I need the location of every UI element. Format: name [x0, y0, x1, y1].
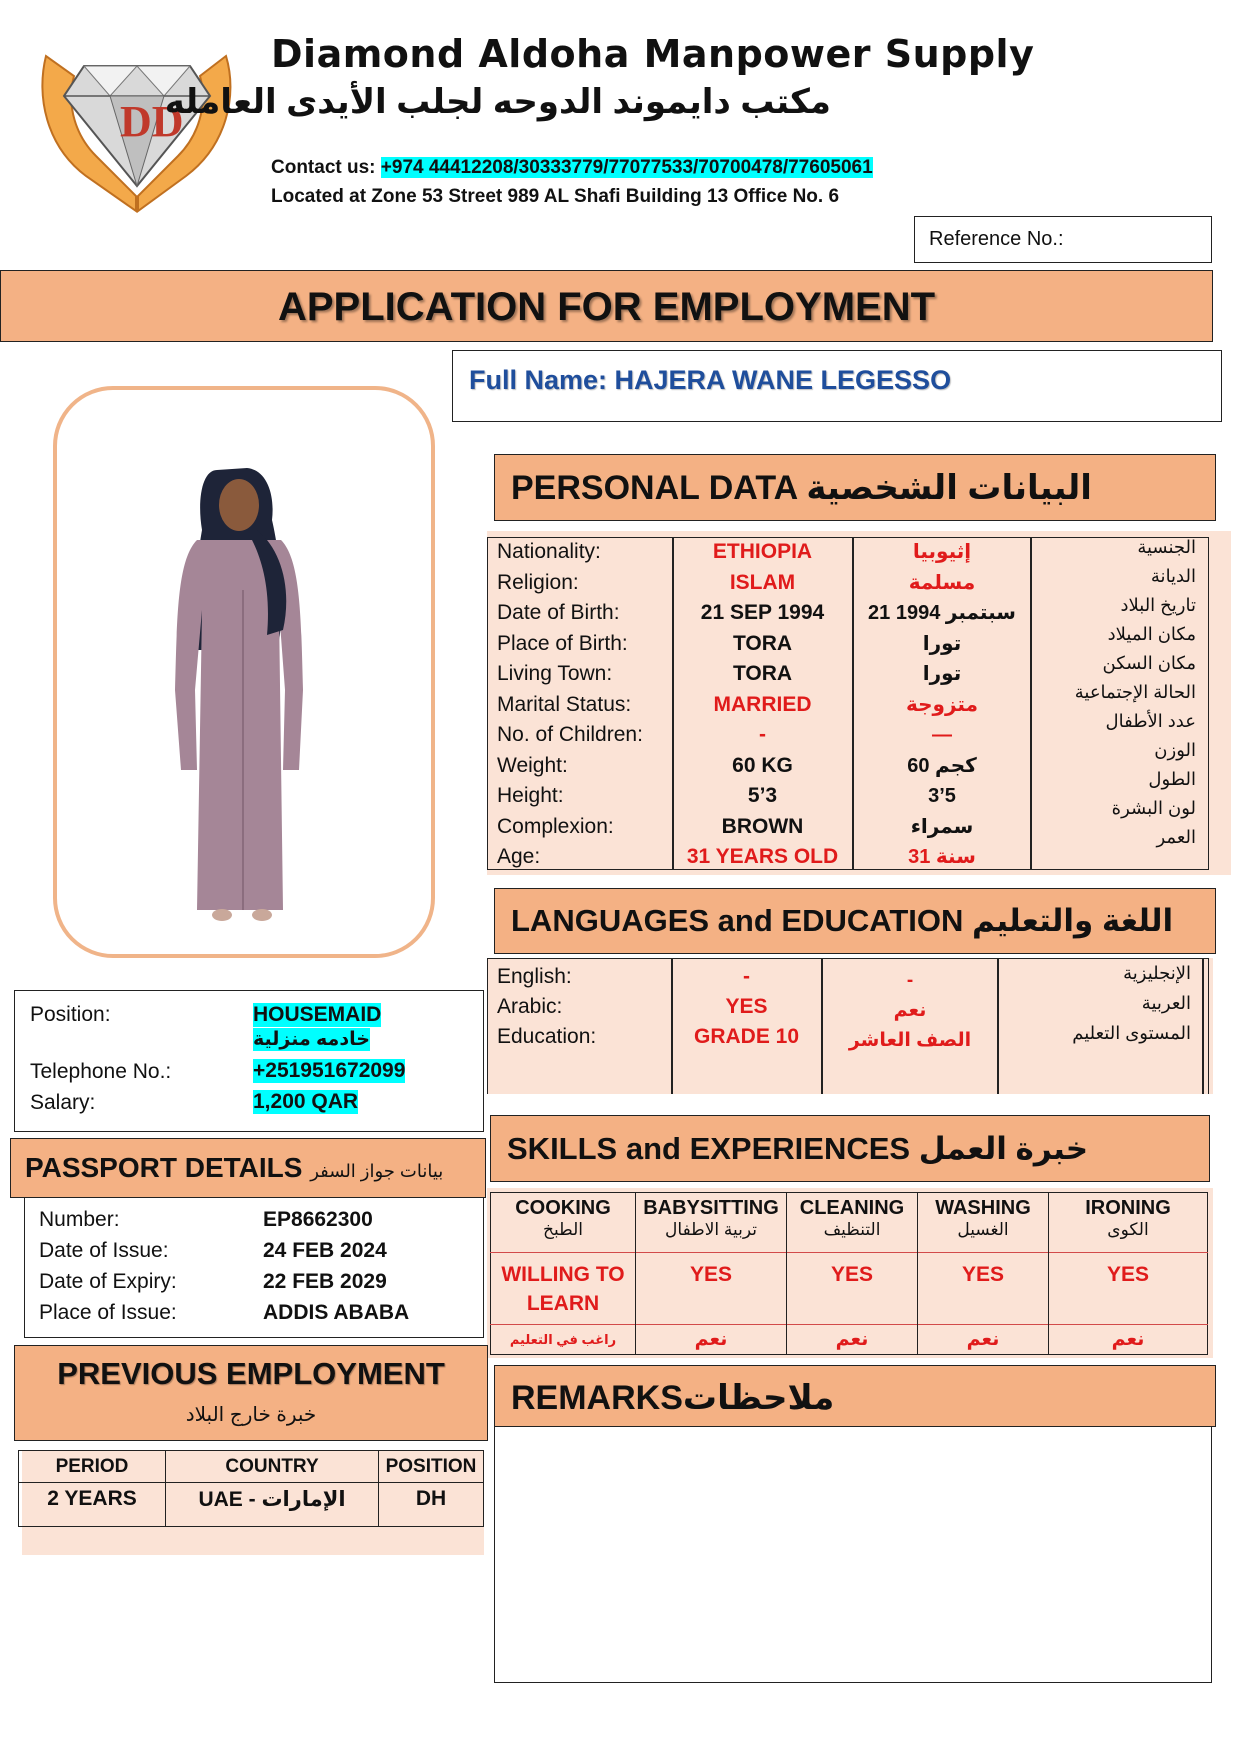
- personal-ar-value-pob: تورا: [922, 632, 962, 655]
- application-title-band: [0, 270, 1213, 342]
- remarks-title-en: REMARKS: [511, 1379, 683, 1417]
- passport-box: [24, 1198, 484, 1338]
- personal-value-religion: ISLAM: [729, 570, 796, 594]
- skill-header-cleaning: CLEANING التنظيف: [787, 1193, 918, 1253]
- personal-data-title: [511, 468, 1092, 508]
- personal-label-dob: Date of Birth:: [497, 601, 620, 624]
- personal-value-weight: 60 KG: [732, 753, 793, 777]
- passport-band: [10, 1138, 486, 1198]
- skill-ar-value-cooking: راغب في التعليم: [491, 1325, 636, 1355]
- skill-ar-value-cleaning: نعم: [787, 1325, 918, 1355]
- passport-value-number: EP8662300: [263, 1208, 373, 1231]
- skills-grid: [490, 1192, 1208, 1355]
- contact-label: Contact us:: [271, 157, 381, 178]
- personal-label-religion: Religion:: [497, 570, 579, 594]
- previous-employment-band: [14, 1345, 488, 1441]
- personal-ar-value-weight: 60 كجم: [907, 754, 977, 777]
- skill-ar-value-washing: نعم: [918, 1325, 1049, 1355]
- lang-label-arabic: Arabic:: [497, 995, 563, 1018]
- lang-label-english: English:: [497, 965, 572, 988]
- skill-value-ironing: YES: [1106, 1263, 1150, 1286]
- prev-header-country: COUNTRY: [166, 1451, 379, 1483]
- remarks-band: [494, 1365, 1216, 1427]
- passport-labels: [39, 1204, 177, 1328]
- telephone-value: +251951672099: [253, 1059, 406, 1082]
- personal-ar-label-height: الطول: [1148, 769, 1196, 789]
- lang-ar-value-arabic: نعم: [893, 1000, 927, 1021]
- company-name-ar: مكتب دايموند الدوحه لجلب الأيدى العامله: [164, 83, 831, 121]
- svg-text:DD: DD: [120, 97, 184, 146]
- remarks-box[interactable]: [494, 1427, 1212, 1683]
- passport-title-en: PASSPORT DETAILS: [25, 1152, 303, 1183]
- languages-table: [487, 958, 1213, 1094]
- personal-ar-label-complexion: لون البشرة: [1111, 798, 1196, 818]
- passport-label-place: Place of Issue:: [39, 1301, 177, 1324]
- languages-title: [511, 903, 1173, 939]
- skills-table: [487, 1188, 1213, 1358]
- skills-title-en: SKILLS and EXPERIENCES: [507, 1131, 911, 1166]
- passport-value-expiry: 22 FEB 2029: [263, 1270, 387, 1293]
- passport-title: [25, 1152, 443, 1184]
- personal-ar-label-town: مكان السكن: [1102, 653, 1196, 673]
- previous-employment-grid: [18, 1450, 484, 1527]
- full-name-box: [452, 350, 1222, 422]
- personal-value-town: TORA: [732, 662, 793, 685]
- languages-title-en: LANGUAGES and EDUCATION: [511, 903, 964, 938]
- passport-values: [263, 1204, 409, 1328]
- skill-header-babysitting: BABYSITTING تربية الاطفال: [636, 1193, 787, 1253]
- personal-value-pob: TORA: [732, 631, 793, 655]
- lang-ar-label-english: الإنجليزية: [1123, 963, 1191, 983]
- passport-label-issue: Date of Issue:: [39, 1239, 169, 1262]
- personal-ar-value-nationality: إثيوبيا: [912, 541, 972, 563]
- prev-row-position: DH: [415, 1487, 447, 1510]
- lang-value-english: -: [743, 965, 750, 988]
- personal-value-nationality: ETHIOPIA: [712, 540, 813, 563]
- passport-value-issue: 24 FEB 2024: [263, 1239, 387, 1262]
- lang-value-education: GRADE 10: [693, 1025, 800, 1048]
- personal-value-dob: 21 SEP 1994: [700, 601, 825, 624]
- prev-row-period: 2 YEARS: [19, 1483, 166, 1527]
- personal-label-height: Height:: [497, 784, 564, 807]
- skill-value-babysitting: YES: [636, 1253, 787, 1325]
- personal-ar-label-weight: الوزن: [1154, 740, 1196, 760]
- personal-label-complexion: Complexion:: [497, 814, 614, 838]
- skill-value-cleaning: YES: [787, 1253, 918, 1325]
- position-value: HOUSEMAID: [253, 1003, 382, 1026]
- position-value-group: [253, 1003, 381, 1051]
- skill-header-ironing: IRONING الكوى: [1085, 1197, 1171, 1239]
- company-name-en: Diamond Aldoha Manpower Supply: [271, 32, 1035, 76]
- personal-ar-value-children: —: [932, 724, 952, 746]
- previous-employment-title: PREVIOUS EMPLOYMENT: [57, 1356, 445, 1391]
- passport-title-ar: بيانات جواز السفر: [310, 1161, 444, 1181]
- personal-data-table: [487, 531, 1231, 875]
- passport-label-number: Number:: [39, 1208, 120, 1231]
- personal-ar-label-nationality: الجنسية: [1137, 537, 1196, 557]
- passport-label-expiry: Date of Expiry:: [39, 1270, 177, 1293]
- skill-header-washing: WASHING الغسيل: [918, 1193, 1049, 1253]
- personal-values: [673, 537, 852, 873]
- personal-ar-label-age: العمر: [1156, 827, 1196, 847]
- prev-header-position: POSITION: [385, 1455, 477, 1477]
- lang-value-arabic: YES: [725, 995, 768, 1018]
- company-logo: [26, 36, 248, 214]
- reference-box[interactable]: [914, 216, 1212, 263]
- personal-labels-ar: [1032, 533, 1196, 852]
- previous-employment-table: [22, 1450, 484, 1555]
- skills-band: [490, 1115, 1210, 1182]
- personal-label-weight: Weight:: [497, 753, 568, 777]
- prev-header-period: PERIOD: [19, 1451, 166, 1483]
- personal-label-nationality: Nationality:: [497, 540, 601, 563]
- skill-ar-value-babysitting: نعم: [636, 1325, 787, 1355]
- previous-employment-title-ar: خبرة خارج البلاد: [185, 1404, 317, 1426]
- lang-ar-label-arabic: العربية: [1141, 993, 1191, 1013]
- personal-value-height: 5’3: [747, 784, 778, 807]
- personal-value-marital: MARRIED: [713, 692, 812, 716]
- remarks-title-ar: ملاحظات: [682, 1379, 835, 1417]
- personal-values-ar: [854, 537, 1030, 873]
- remarks-title: [511, 1378, 834, 1418]
- personal-label-marital: Marital Status:: [497, 692, 632, 716]
- languages-values: [672, 962, 821, 1052]
- personal-data-title-ar: البيانات الشخصية: [806, 469, 1092, 507]
- languages-labels-ar: [999, 958, 1191, 1048]
- languages-values-ar: [823, 966, 997, 1056]
- office-address: Located at Zone 53 Street 989 AL Shafi Building 13 Office No. 6: [271, 186, 840, 207]
- personal-labels: [497, 537, 672, 873]
- personal-ar-label-children: عدد الأطفال: [1105, 711, 1196, 731]
- personal-ar-label-marital: الحالة الإجتماعية: [1074, 682, 1196, 702]
- personal-label-age: Age:: [497, 845, 541, 868]
- personal-value-complexion: BROWN: [721, 814, 804, 838]
- applicant-photo: [57, 390, 431, 954]
- personal-label-children: No. of Children:: [497, 723, 643, 746]
- personal-label-pob: Place of Birth:: [497, 631, 628, 655]
- personal-label-town: Living Town:: [497, 662, 613, 685]
- telephone-label: Telephone No.:: [30, 1060, 172, 1083]
- applicant-photo-frame: [53, 386, 435, 958]
- languages-title-ar: اللغة والتعليم: [972, 903, 1174, 938]
- lang-ar-label-education: المستوى التعليم: [1072, 1023, 1191, 1043]
- contact-numbers: +974 44412208/30333779/77077533/70700478/77605061: [380, 157, 873, 178]
- languages-labels: [497, 962, 596, 1052]
- personal-ar-value-age: 31 سنة: [908, 846, 976, 868]
- salary-value: 1,200 QAR: [253, 1090, 359, 1113]
- diamond-hands-logo-icon: [26, 36, 248, 214]
- personal-ar-value-height: 3’5: [928, 785, 956, 807]
- personal-value-age: 31 YEARS OLD: [686, 845, 839, 868]
- lang-label-education: Education:: [497, 1025, 597, 1048]
- position-label: Position:: [30, 1003, 111, 1026]
- personal-ar-label-religion: الديانة: [1150, 566, 1196, 586]
- skill-ar-value-ironing: نعم: [1111, 1329, 1145, 1350]
- skill-value-cooking: WILLING TO LEARN: [491, 1253, 636, 1325]
- contact-line: [271, 157, 873, 179]
- personal-ar-value-town: تورا: [922, 663, 962, 685]
- personal-value-children: -: [759, 723, 766, 746]
- personal-ar-value-dob: 21 سبتمبر 1994: [868, 602, 1016, 624]
- reference-label: Reference No.:: [929, 228, 1064, 250]
- position-value-ar: خادمه منزلية: [253, 1029, 370, 1050]
- full-name: Full Name: HAJERA WANE LEGESSO: [469, 365, 952, 395]
- prev-row-country: UAE - الإمارات: [166, 1483, 379, 1527]
- personal-ar-value-religion: مسلمة: [908, 571, 976, 594]
- personal-data-band: [494, 454, 1216, 521]
- skills-title: [507, 1131, 1088, 1167]
- passport-value-place: ADDIS ABABA: [263, 1301, 410, 1324]
- personal-ar-value-complexion: سمراء: [910, 815, 974, 838]
- position-box: [14, 990, 484, 1132]
- salary-label: Salary:: [30, 1091, 96, 1114]
- personal-ar-value-marital: متزوجة: [906, 693, 978, 716]
- skills-title-ar: خبرة العمل: [918, 1131, 1089, 1166]
- lang-ar-value-education: الصف العاشر: [848, 1030, 972, 1051]
- personal-data-title-en: PERSONAL DATA: [511, 469, 797, 507]
- lang-ar-value-english: -: [906, 970, 914, 991]
- personal-ar-label-pob: مكان الميلاد: [1107, 624, 1196, 644]
- languages-band: [494, 888, 1216, 954]
- skill-header-cooking: COOKING الطبخ: [491, 1193, 636, 1253]
- personal-ar-label-dob: تاريخ البلاد: [1120, 595, 1196, 615]
- application-title: APPLICATION FOR EMPLOYMENT: [277, 285, 936, 329]
- skill-value-washing: YES: [918, 1253, 1049, 1325]
